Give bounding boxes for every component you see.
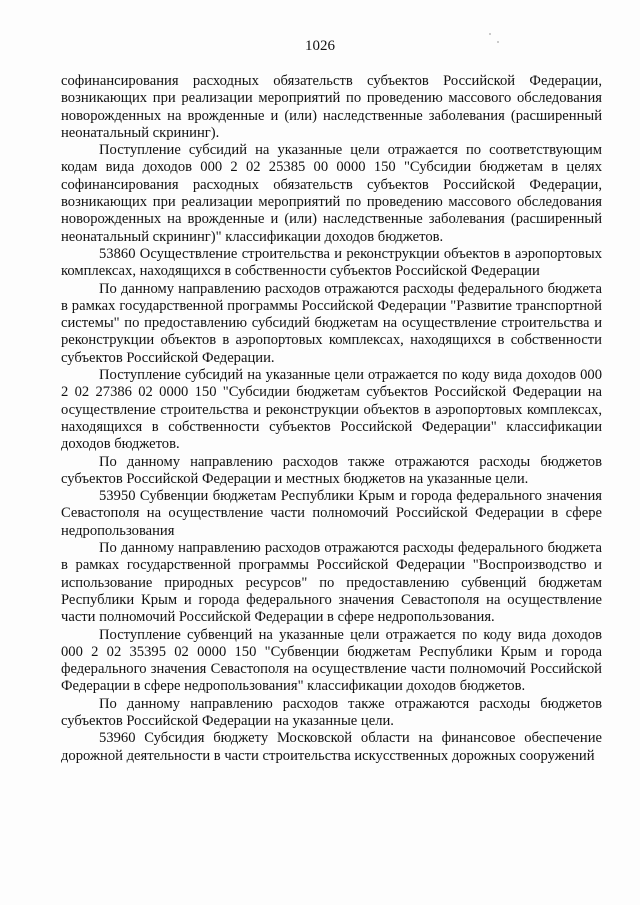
paragraph: Поступление субвенций на указанные цели отражается по коду вида доходов 000 2 02 35395 02 0000 150 "Субвенции бюджетам Республики Крым и города федерального значения Севастополя на осуществление части полномочий Российской Федерации в сфере недропользования" классификации доходов бюджетов. — [61, 626, 602, 695]
paragraph: По данному направлению расходов отражаются расходы федерального бюджета в рамках государственной программы Российской Федерации "Воспроизводство и использование природных ресурсов" по предоставлению субвенций бюджетам Республики Крым и города федерального значения Севастополя на осуществление части полномочий Российской Федерации в сфере недропользования. — [61, 540, 602, 626]
scan-speck — [497, 41, 499, 43]
paragraph: Поступление субсидий на указанные цели отражается по коду вида доходов 000 2 02 27386 02 0000 150 "Субсидии бюджетам субъектов Российской Федерации на осуществление строительства и реконструкции объектов в аэропортовых комплексах, находящихся в собственности субъектов Российской Федерации" классификации доходов бюджетов. — [61, 367, 602, 453]
paragraph-continuation: софинансирования расходных обязательств субъектов Российской Федерации, возникающих при реализации мероприятий по проведению массового обследования новорожденных на врожденные и (или) наследственные заболевания (расширенный неонатальный скрининг). — [61, 73, 602, 141]
paragraph: По данному направлению расходов отражаются расходы федерального бюджета в рамках государственной программы Российской Федерации "Развитие транспортной системы" по предоставлению субсидий бюджетам на осуществление строительства и реконструкции объектов в аэропортовых комплексах, находящихся в собственности субъектов Российской Федерации. — [61, 280, 602, 366]
section-heading-53950: 53950 Субвенции бюджетам Республики Крым и города федерального значения Севастополя на осуществление части полномочий Российской Федерации в сфере недропользования — [61, 488, 602, 539]
scan-speck — [489, 33, 491, 35]
paragraph: По данному направлению расходов также отражаются расходы бюджетов субъектов Российской Федерации и местных бюджетов на указанные цели. — [61, 453, 602, 487]
section-heading-53860: 53860 Осуществление строительства и реконструкции объектов в аэропортовых комплексах, находящихся в собственности субъектов Российской Федерации — [61, 245, 602, 280]
section-heading-53960: 53960 Субсидия бюджету Московской области на финансовое обеспечение дорожной деятельности в части строительства искусственных дорожных сооружений — [61, 730, 602, 764]
paragraph: По данному направлению расходов также отражаются расходы бюджетов субъектов Российской Федерации на указанные цели. — [61, 695, 602, 729]
document-body — [61, 73, 602, 765]
page-number: 1026 — [305, 38, 335, 54]
paragraph: Поступление субсидий на указанные цели отражается по соответствующим кодам вида доходов 000 2 02 25385 00 0000 150 "Субсидии бюджетам в целях софинансирования расходных обязательств субъектов Российской Федерации, возникающих при реализации мероприятий по проведению массового обследования новорожденных на врожденные и (или) наследственные заболевания (расширенный неонатальный скрининг)" классификации доходов бюджетов. — [61, 142, 602, 245]
